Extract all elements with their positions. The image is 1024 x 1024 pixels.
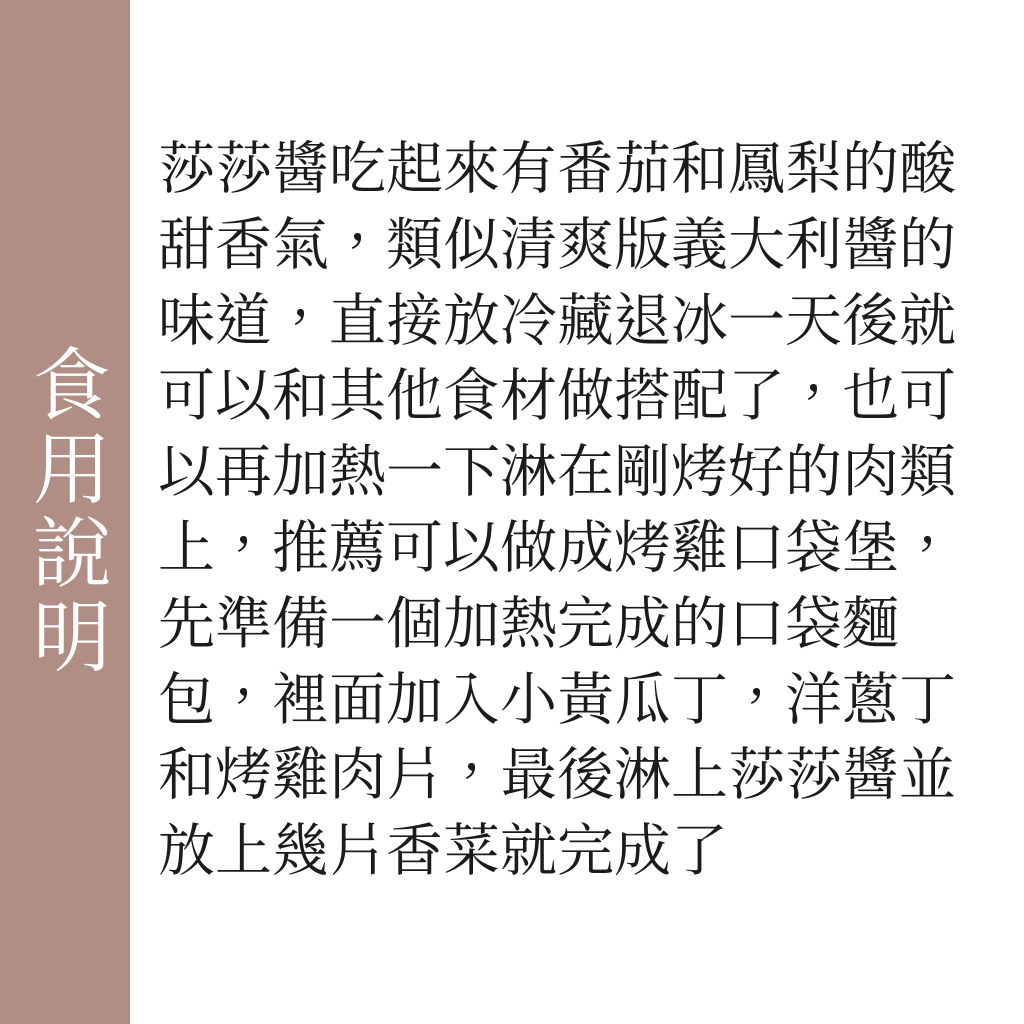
- section-title: 食用說明: [21, 344, 110, 680]
- instruction-body: [130, 0, 1024, 1024]
- section-title-band: [0, 0, 130, 1024]
- instruction-paragraph: 莎莎醬吃起來有番茄和鳳梨的酸甜香氣，類似清爽版義大利醬的味道，直接放冷藏退冰一天後就可以和其他食材做搭配了，也可以再加熱一下淋在剛烤好的肉類上，推薦可以做成烤雞口袋堡，先準備一個加熱完成的口袋麵包，裡面加入小黃瓜丁，洋蔥丁和烤雞肉片，最後淋上莎莎醬並放上幾片香菜就完成了: [158, 137, 956, 884]
